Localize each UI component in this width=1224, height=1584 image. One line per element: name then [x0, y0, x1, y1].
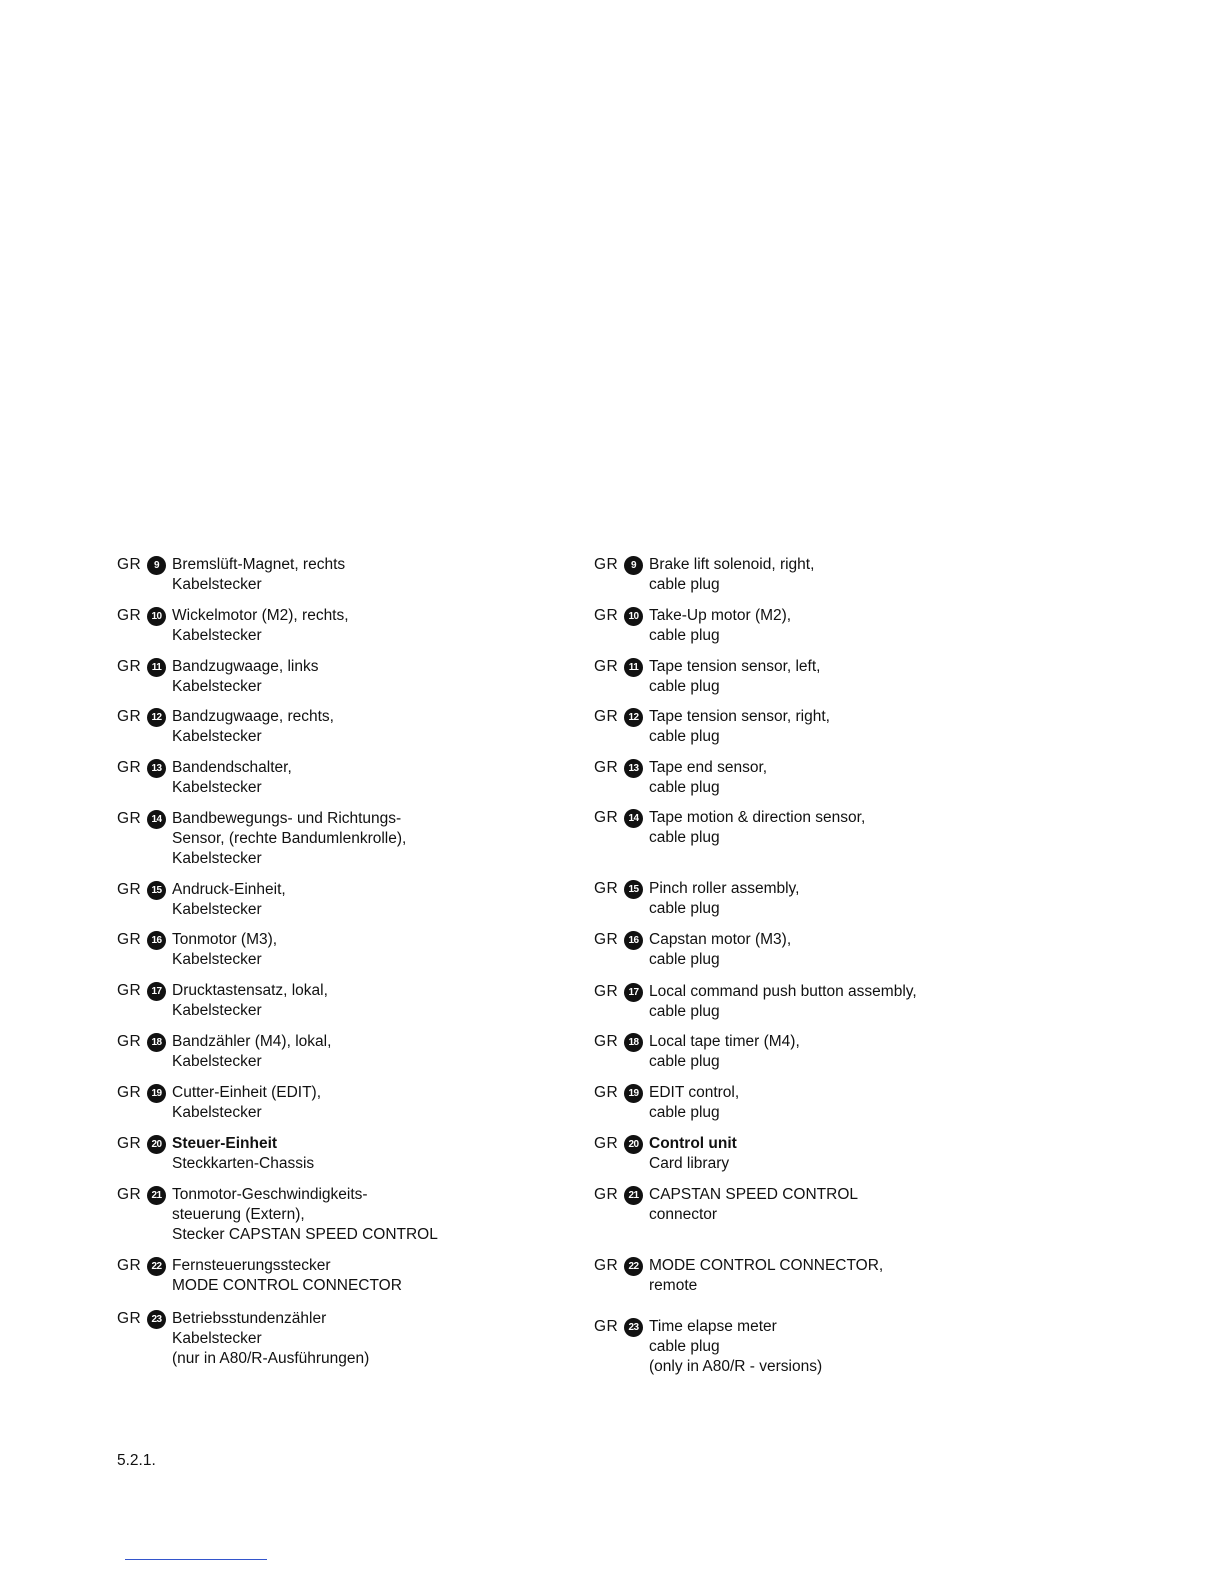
english-entry-11 — [594, 657, 1044, 697]
entry-description — [172, 1185, 438, 1245]
german-entry-22 — [117, 1256, 567, 1296]
entry-description — [172, 1032, 331, 1072]
gr-prefix: GR — [594, 1186, 619, 1203]
english-entry-20 — [594, 1134, 1044, 1174]
entry-description — [172, 657, 319, 697]
description-line: cable plug — [649, 678, 720, 695]
description-line: cable plug — [649, 1053, 720, 1070]
gr-prefix: GR — [117, 658, 142, 675]
german-entry-21 — [117, 1185, 567, 1245]
entry-description — [172, 1134, 314, 1174]
description-line: Kabelstecker — [172, 1053, 262, 1070]
english-entry-9 — [594, 555, 1044, 595]
english-entry-15 — [594, 879, 1044, 919]
entry-description — [649, 657, 820, 697]
circled-number-badge: 11 — [147, 658, 166, 677]
description-line: Bandzähler (M4), lokal, — [172, 1033, 332, 1050]
circled-number-badge: 11 — [624, 658, 643, 677]
description-line: Kabelstecker — [172, 1330, 262, 1347]
entry-description — [172, 606, 349, 646]
gr-prefix: GR — [594, 658, 619, 675]
gr-prefix: GR — [117, 1135, 142, 1152]
gr-prefix: GR — [594, 931, 619, 948]
gr-prefix: GR — [117, 556, 142, 573]
description-line: Betriebsstundenzähler — [172, 1310, 327, 1327]
entry-description — [172, 930, 277, 970]
english-entry-18 — [594, 1032, 1044, 1072]
description-line: Kabelstecker — [172, 576, 262, 593]
gr-prefix: GR — [117, 810, 142, 827]
description-line: Steckkarten-Chassis — [172, 1155, 315, 1172]
description-line: Andruck-Einheit, — [172, 881, 286, 898]
description-line: Kabelstecker — [172, 850, 262, 867]
circled-number-badge: 14 — [147, 810, 166, 829]
description-line: Pinch roller assembly, — [649, 880, 800, 897]
description-line: steuerung (Extern), — [172, 1206, 305, 1223]
entry-description — [172, 880, 286, 920]
german-entry-13 — [117, 758, 567, 798]
circled-number-badge: 12 — [624, 708, 643, 727]
gr-prefix: GR — [594, 983, 619, 1000]
german-entry-18 — [117, 1032, 567, 1072]
description-line: cable plug — [649, 627, 720, 644]
circled-number-badge: 14 — [624, 809, 643, 828]
gr-prefix: GR — [594, 809, 619, 826]
english-entry-19 — [594, 1083, 1044, 1123]
description-line: Control unit — [649, 1135, 737, 1152]
description-line: Kabelstecker — [172, 728, 262, 745]
bottom-divider — [125, 1559, 267, 1560]
german-entry-11 — [117, 657, 567, 697]
entry-description — [649, 707, 830, 747]
description-line: Local command push button assembly, — [649, 983, 917, 1000]
circled-number-badge: 23 — [624, 1318, 643, 1337]
gr-prefix: GR — [117, 881, 142, 898]
description-line: Bandbewegungs- und Richtungs- — [172, 810, 402, 827]
english-entry-17 — [594, 982, 1044, 1022]
entry-description — [172, 555, 345, 595]
description-line: Card library — [649, 1155, 730, 1172]
description-line: cable plug — [649, 576, 720, 593]
gr-prefix: GR — [117, 1257, 142, 1274]
gr-prefix: GR — [594, 1135, 619, 1152]
circled-number-badge: 13 — [147, 759, 166, 778]
english-entry-13 — [594, 758, 1044, 798]
description-line: cable plug — [649, 1104, 720, 1121]
description-line: CAPSTAN SPEED CONTROL — [649, 1186, 859, 1203]
german-entry-12 — [117, 707, 567, 747]
entry-description — [172, 1083, 321, 1123]
gr-prefix: GR — [594, 759, 619, 776]
description-line: Tape end sensor, — [649, 759, 768, 776]
description-line: cable plug — [649, 1338, 720, 1355]
description-line: Tape tension sensor, left, — [649, 658, 821, 675]
description-line: Tape motion & direction sensor, — [649, 809, 866, 826]
description-line: cable plug — [649, 1003, 720, 1020]
description-line: cable plug — [649, 951, 720, 968]
description-line: Capstan motor (M3), — [649, 931, 792, 948]
german-entry-17 — [117, 981, 567, 1021]
circled-number-badge: 22 — [624, 1257, 643, 1276]
gr-prefix: GR — [117, 1084, 142, 1101]
circled-number-badge: 18 — [147, 1033, 166, 1052]
english-entry-22 — [594, 1256, 1044, 1296]
circled-number-badge: 12 — [147, 708, 166, 727]
entry-description — [172, 1309, 369, 1369]
gr-prefix: GR — [594, 1318, 619, 1335]
english-entry-10 — [594, 606, 1044, 646]
entry-description — [649, 1185, 858, 1225]
english-entry-23 — [594, 1317, 1044, 1377]
circled-number-badge: 23 — [147, 1310, 166, 1329]
circled-number-badge: 9 — [147, 556, 166, 575]
entry-description — [649, 758, 767, 798]
entry-description — [649, 930, 791, 970]
gr-prefix: GR — [594, 556, 619, 573]
circled-number-badge: 21 — [624, 1186, 643, 1205]
circled-number-badge: 17 — [147, 982, 166, 1001]
circled-number-badge: 16 — [147, 931, 166, 950]
description-line: Take-Up motor (M2), — [649, 607, 792, 624]
german-entry-16 — [117, 930, 567, 970]
circled-number-badge: 21 — [147, 1186, 166, 1205]
gr-prefix: GR — [594, 1084, 619, 1101]
german-entry-14 — [117, 809, 567, 869]
german-entry-20 — [117, 1134, 567, 1174]
gr-prefix: GR — [594, 607, 619, 624]
entry-description — [172, 1256, 402, 1296]
circled-number-badge: 10 — [147, 607, 166, 626]
german-entry-9 — [117, 555, 567, 595]
description-line: cable plug — [649, 900, 720, 917]
description-line: Drucktastensatz, lokal, — [172, 982, 328, 999]
entry-description — [172, 707, 334, 747]
circled-number-badge: 22 — [147, 1257, 166, 1276]
circled-number-badge: 9 — [624, 556, 643, 575]
description-line: remote — [649, 1277, 698, 1294]
description-line: Stecker CAPSTAN SPEED CONTROL — [172, 1226, 438, 1243]
gr-prefix: GR — [117, 982, 142, 999]
entry-description — [649, 1032, 800, 1072]
circled-number-badge: 19 — [624, 1084, 643, 1103]
description-line: Fernsteuerungsstecker — [172, 1257, 331, 1274]
entry-description — [649, 1317, 822, 1377]
description-line: Local tape timer (M4), — [649, 1033, 800, 1050]
entry-description — [649, 1083, 739, 1123]
description-line: MODE CONTROL CONNECTOR, — [649, 1257, 884, 1274]
entry-description — [649, 879, 799, 919]
description-line: Kabelstecker — [172, 627, 262, 644]
gr-prefix: GR — [117, 759, 142, 776]
circled-number-badge: 10 — [624, 607, 643, 626]
german-entry-23 — [117, 1309, 567, 1369]
section-number: 5.2.1. — [117, 1452, 156, 1469]
circled-number-badge: 20 — [147, 1135, 166, 1154]
gr-prefix: GR — [117, 1033, 142, 1050]
description-line: cable plug — [649, 728, 720, 745]
description-line: Kabelstecker — [172, 1002, 262, 1019]
gr-prefix: GR — [117, 708, 142, 725]
entry-description — [649, 1256, 883, 1296]
description-line: (nur in A80/R-Ausführungen) — [172, 1350, 370, 1367]
description-line: Bremslüft-Magnet, rechts — [172, 556, 346, 573]
description-line: Kabelstecker — [172, 951, 262, 968]
description-line: Tape tension sensor, right, — [649, 708, 830, 725]
circled-number-badge: 19 — [147, 1084, 166, 1103]
gr-prefix: GR — [117, 607, 142, 624]
gr-prefix: GR — [594, 1257, 619, 1274]
entry-description — [649, 1134, 737, 1174]
circled-number-badge: 17 — [624, 983, 643, 1002]
description-line: MODE CONTROL CONNECTOR — [172, 1277, 402, 1294]
entry-description — [649, 808, 865, 848]
description-line: Cutter-Einheit (EDIT), — [172, 1084, 322, 1101]
entry-description — [649, 606, 791, 646]
description-line: Kabelstecker — [172, 779, 262, 796]
gr-prefix: GR — [594, 880, 619, 897]
description-line: Brake lift solenoid, right, — [649, 556, 815, 573]
german-entry-10 — [117, 606, 567, 646]
description-line: Kabelstecker — [172, 1104, 262, 1121]
description-line: Bandendschalter, — [172, 759, 292, 776]
description-line: Sensor, (rechte Bandumlenkrolle), — [172, 830, 407, 847]
english-entry-21 — [594, 1185, 1044, 1225]
description-line: Bandzugwaage, rechts, — [172, 708, 334, 725]
description-line: Steuer-Einheit — [172, 1135, 278, 1152]
english-entry-12 — [594, 707, 1044, 747]
entry-description — [649, 555, 814, 595]
description-line: Bandzugwaage, links — [172, 658, 319, 675]
entry-description — [172, 981, 328, 1021]
description-line: Tonmotor-Geschwindigkeits- — [172, 1186, 368, 1203]
german-entry-15 — [117, 880, 567, 920]
entry-description — [172, 758, 292, 798]
circled-number-badge: 13 — [624, 759, 643, 778]
description-line: connector — [649, 1206, 718, 1223]
description-line: Wickelmotor (M2), rechts, — [172, 607, 349, 624]
circled-number-badge: 20 — [624, 1135, 643, 1154]
description-line: cable plug — [649, 779, 720, 796]
circled-number-badge: 15 — [624, 880, 643, 899]
english-entry-16 — [594, 930, 1044, 970]
circled-number-badge: 16 — [624, 931, 643, 950]
gr-prefix: GR — [594, 708, 619, 725]
description-line: EDIT control, — [649, 1084, 740, 1101]
circled-number-badge: 15 — [147, 881, 166, 900]
description-line: Tonmotor (M3), — [172, 931, 278, 948]
gr-prefix: GR — [117, 931, 142, 948]
german-entry-19 — [117, 1083, 567, 1123]
description-line: Kabelstecker — [172, 901, 262, 918]
gr-prefix: GR — [117, 1310, 142, 1327]
entry-description — [172, 809, 406, 869]
description-line: cable plug — [649, 829, 720, 846]
description-line: Kabelstecker — [172, 678, 262, 695]
description-line: (only in A80/R - versions) — [649, 1358, 823, 1375]
gr-prefix: GR — [117, 1186, 142, 1203]
circled-number-badge: 18 — [624, 1033, 643, 1052]
gr-prefix: GR — [594, 1033, 619, 1050]
entry-description — [649, 982, 917, 1022]
english-entry-14 — [594, 808, 1044, 848]
description-line: Time elapse meter — [649, 1318, 777, 1335]
